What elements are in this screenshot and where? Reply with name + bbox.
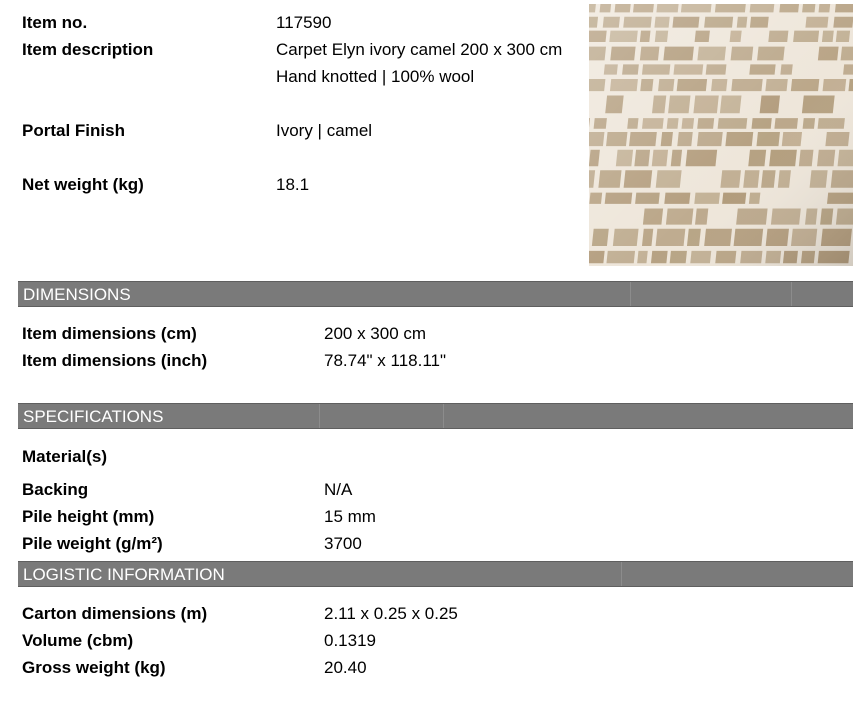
pile-weight-label: Pile weight (g/m²) [22, 534, 163, 553]
logistic-section-header [18, 561, 853, 587]
specifications-title: SPECIFICATIONS [23, 407, 164, 426]
volume-value: 0.1319 [324, 631, 376, 650]
volume-label: Volume (cbm) [22, 631, 134, 650]
pile-height-label: Pile height (mm) [22, 507, 155, 526]
dimensions-title: DIMENSIONS [23, 285, 131, 304]
pile-height-value: 15 mm [324, 507, 376, 526]
carpet-pattern-image [589, 4, 853, 266]
logistic-title: LOGISTIC INFORMATION [23, 565, 225, 584]
dimensions-section-header [18, 281, 853, 307]
item-description-line1: Carpet Elyn ivory camel 200 x 300 cm [276, 40, 563, 59]
gross-weight-label: Gross weight (kg) [22, 658, 166, 677]
net-weight-value: 18.1 [276, 175, 310, 194]
item-no-value: 117590 [276, 13, 332, 32]
portal-finish-value: Ivory | camel [276, 121, 373, 140]
backing-label: Backing [22, 480, 89, 499]
backing-value: N/A [324, 480, 353, 499]
item-description-line2: Hand knotted | 100% wool [276, 67, 475, 86]
carton-dimensions-label: Carton dimensions (m) [22, 604, 208, 623]
item-dimensions-inch-label: Item dimensions (inch) [22, 351, 208, 370]
portal-finish-label: Portal Finish [22, 121, 125, 140]
net-weight-label: Net weight (kg) [22, 175, 144, 194]
gross-weight-value: 20.40 [324, 658, 367, 677]
item-no-label: Item no. [22, 13, 88, 32]
materials-label: Material(s) [22, 447, 108, 466]
item-dimensions-cm-value: 200 x 300 cm [324, 324, 427, 343]
item-description-label: Item description [22, 40, 154, 59]
carpet-photo [589, 4, 853, 266]
carton-dimensions-value: 2.11 x 0.25 x 0.25 [324, 604, 458, 623]
item-dimensions-cm-label: Item dimensions (cm) [22, 324, 197, 343]
specifications-section-header [18, 403, 853, 429]
pile-weight-value: 3700 [324, 534, 362, 553]
item-dimensions-inch-value: 78.74" x 118.11" [324, 351, 447, 370]
